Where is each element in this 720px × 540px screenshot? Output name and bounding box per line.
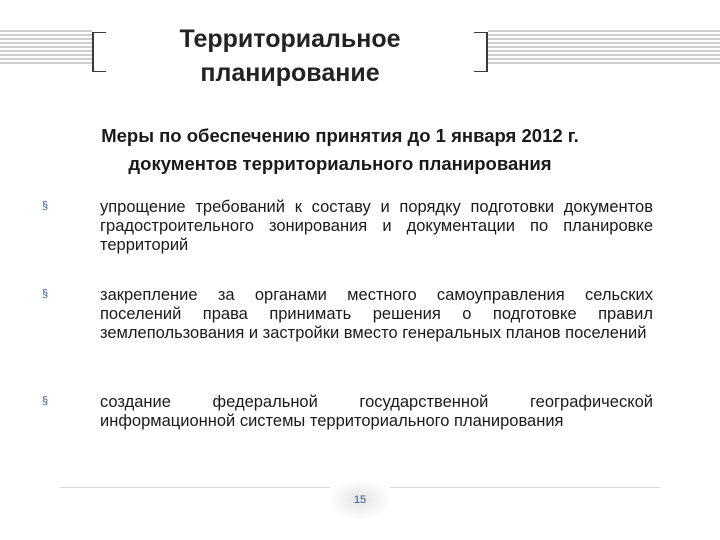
- list-item-text: закрепление за органами местного самоуправления сельских поселений права принимать решения о подготовке правил землепользования и застройки вместо генеральных планов поселений: [100, 286, 653, 342]
- bullet-icon: §: [42, 288, 49, 300]
- slide-title-line-2: планирование: [200, 59, 380, 87]
- bullet-icon: §: [42, 200, 49, 212]
- slide-subtitle-line-1: Меры по обеспечению принятия до 1 января 2012 г.: [101, 125, 579, 146]
- slide-subtitle: [30, 122, 650, 178]
- title-bracket-right: [474, 32, 488, 72]
- header-stripes-left: [0, 30, 92, 64]
- slide-subtitle-line-2: документов территориального планирования: [128, 153, 552, 174]
- header-stripes-right: [488, 30, 720, 64]
- slide-title-line-1: Территориальное: [179, 25, 401, 53]
- title-bracket-left: [92, 32, 106, 72]
- bullet-icon: §: [42, 395, 49, 407]
- page-number: 15: [330, 480, 390, 520]
- list-item-text: упрощение требований к составу и порядку подготовки документов градостроительного зонирования и документации по планировке территорий: [100, 198, 653, 254]
- list-item-text: создание федеральной государственной географической информационной системы территориального планирования: [100, 393, 653, 430]
- slide-title: [110, 22, 470, 90]
